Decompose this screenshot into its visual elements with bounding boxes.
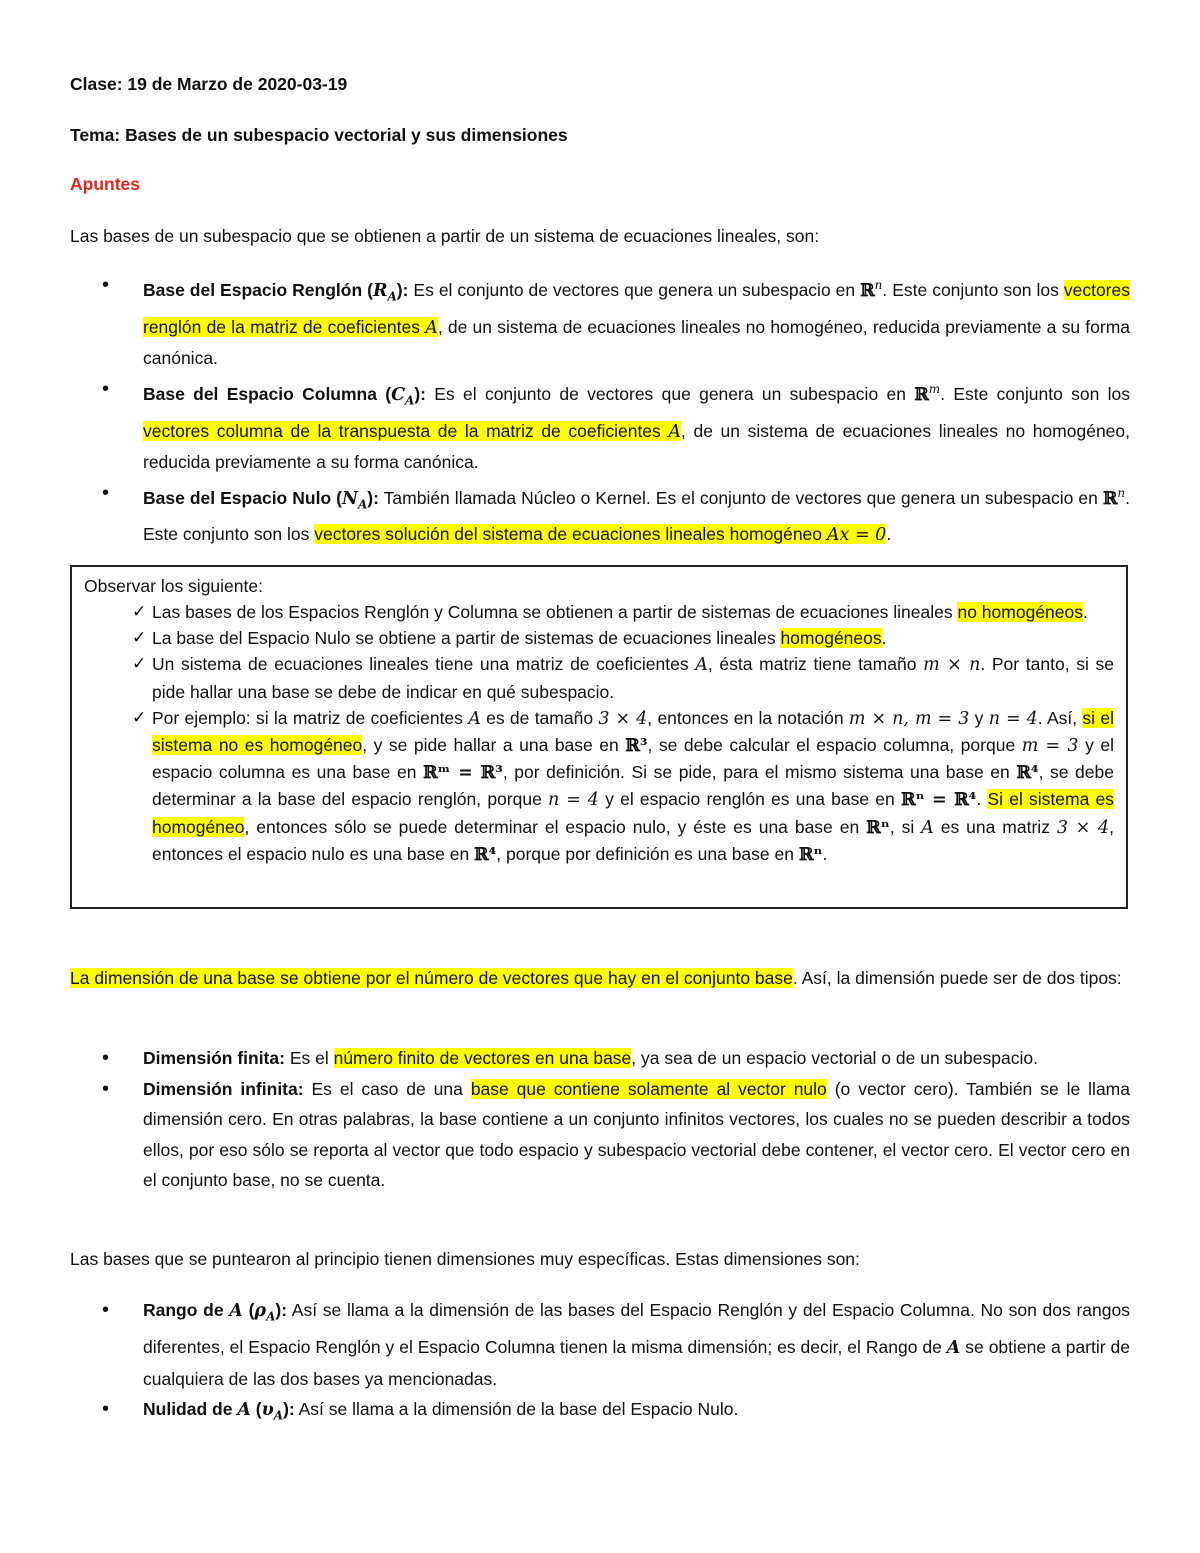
intro-paragraph: Las bases de un subespacio que se obtienen a partir de un sistema de ecuaciones lineales, son:	[70, 226, 820, 246]
list-item: ✓ Por ejemplo: si la matriz de coeficientes A es de tamaño 3 × 4, entonces en la notación m × n, m = 3 y n = 4. Así, si el sistema no es homogéneo, y se pide hallar a una base en ℝ³, se debe calcular el espacio columna, porque m = 3 y el espacio columna es una base en ℝᵐ = ℝ³, por definición. Si se pide, para el mismo sistema una base en ℝ⁴, se debe determinar a la base del espacio renglón, porque n = 4 y el espacio renglón es una base en ℝⁿ = ℝ⁴. Si el sistema es homogéneo, entonces sólo se puede determinar el espacio nulo, y éste es una base en ℝⁿ, si A es una matriz 3 × 4, entonces el espacio nulo es una base en ℝ⁴, porque por definición es una base en ℝⁿ.	[84, 705, 1114, 868]
dimension-paragraph: La dimensión de una base se obtiene por el número de vectores que hay en el conjunto base. Así, la dimensión puede ser de dos tipos:	[70, 968, 1122, 988]
dimension-types-list	[70, 1043, 1130, 1196]
list-item-espacio-columna: • Base del Espacio Columna $(C_A)$: Es el conjunto de vectores que genera un subespacio en ℝ$^m$. Este conjunto son los vectores columna de la transpuesta de la matriz de coeficientes A, de un sistema de ecuaciones lineales no homogéneo, reducida previamente a su forma canónica.	[70, 374, 1130, 478]
section-heading-apuntes: Apuntes	[70, 174, 140, 194]
check-icon: ✓	[132, 654, 147, 675]
list-item-rango: • Rango de A $(\rho_A)$: Así se llama a la dimensión de las bases del Espacio Renglón y del Espacio Columna. No son dos rangos diferentes, el Espacio Renglón y el Espacio Columna tienen la misma dimensión; es decir, el Rango de A se obtiene a partir de cualquiera de las dos bases ya mencionadas.	[70, 1295, 1130, 1394]
highlight: vectores columna de la transpuesta de la matriz de coeficientes A	[143, 420, 682, 442]
bases-list	[70, 270, 1130, 551]
dims-list	[70, 1295, 1130, 1431]
list-item: ✓ Las bases de los Espacios Renglón y Columna se obtienen a partir de sistemas de ecuaciones lineales no homogéneos.	[84, 599, 1114, 625]
check-icon: ✓	[132, 628, 147, 649]
highlight: vectores solución del sistema de ecuaciones lineales homogéneo Ax = 0	[314, 524, 887, 546]
list-item: ✓ Un sistema de ecuaciones lineales tiene una matriz de coeficientes A, ésta matriz tiene tamaño m × n. Por tanto, si se pide hallar una base se debe de indicar en qué subespacio.	[84, 651, 1114, 704]
check-icon: ✓	[132, 602, 147, 622]
list-item-espacio-renglon: • Base del Espacio Renglón $(R_A)$: Es el conjunto de vectores que genera un subespacio en ℝ$^n$. Este conjunto son los vectores renglón de la matriz de coeficientes A, de un sistema de ecuaciones lineales no homogéneo, reducida previamente a su forma canónica.	[70, 270, 1130, 374]
dims-intro-paragraph: Las bases que se puntearon al principio tienen dimensiones muy específicas. Estas dimensiones son:	[70, 1249, 860, 1269]
list-item: ✓ La base del Espacio Nulo se obtiene a partir de sistemas de ecuaciones lineales homogéneos.	[84, 625, 1114, 651]
check-icon: ✓	[132, 707, 147, 728]
list-item-dimension-finita: • Dimensión finita: Es el número finito de vectores en una base, ya sea de un espacio vectorial o de un subespacio.	[70, 1043, 1130, 1074]
list-item-espacio-nulo: • Base del Espacio Nulo $(N_A)$: También llamada Núcleo o Kernel. Es el conjunto de vectores que genera un subespacio en ℝ$^n$. Este conjunto son los vectores solución del sistema de ecuaciones lineales homogéneo Ax = 0.	[70, 478, 1130, 551]
box-title: Observar los siguiente:	[84, 576, 263, 596]
highlight: vectores renglón de la matriz de coeficientes A	[143, 279, 1130, 338]
list-item-dimension-infinita: • Dimensión infinita: Es el caso de una base que contiene solamente al vector nulo (o vector cero). También se le llama dimensión cero. En otras palabras, la base contiene a un conjunto infinitos vectores, los cuales no se pueden describir a todos ellos, por eso sólo se reporta al vector que todo espacio y subespacio vectorial debe contener, el vector cero. El vector cero en el conjunto base, no se cuenta.	[70, 1074, 1130, 1196]
observation-list	[84, 599, 1114, 868]
topic-title: Tema: Bases de un subespacio vectorial y sus dimensiones	[70, 125, 568, 145]
list-item-nulidad: • Nulidad de A $(\upsilon_A)$: Así se llama a la dimensión de la base del Espacio Nulo.	[70, 1394, 1130, 1431]
observation-box	[70, 565, 1128, 909]
class-date: Clase: 19 de Marzo de 2020-03-19	[70, 74, 348, 94]
